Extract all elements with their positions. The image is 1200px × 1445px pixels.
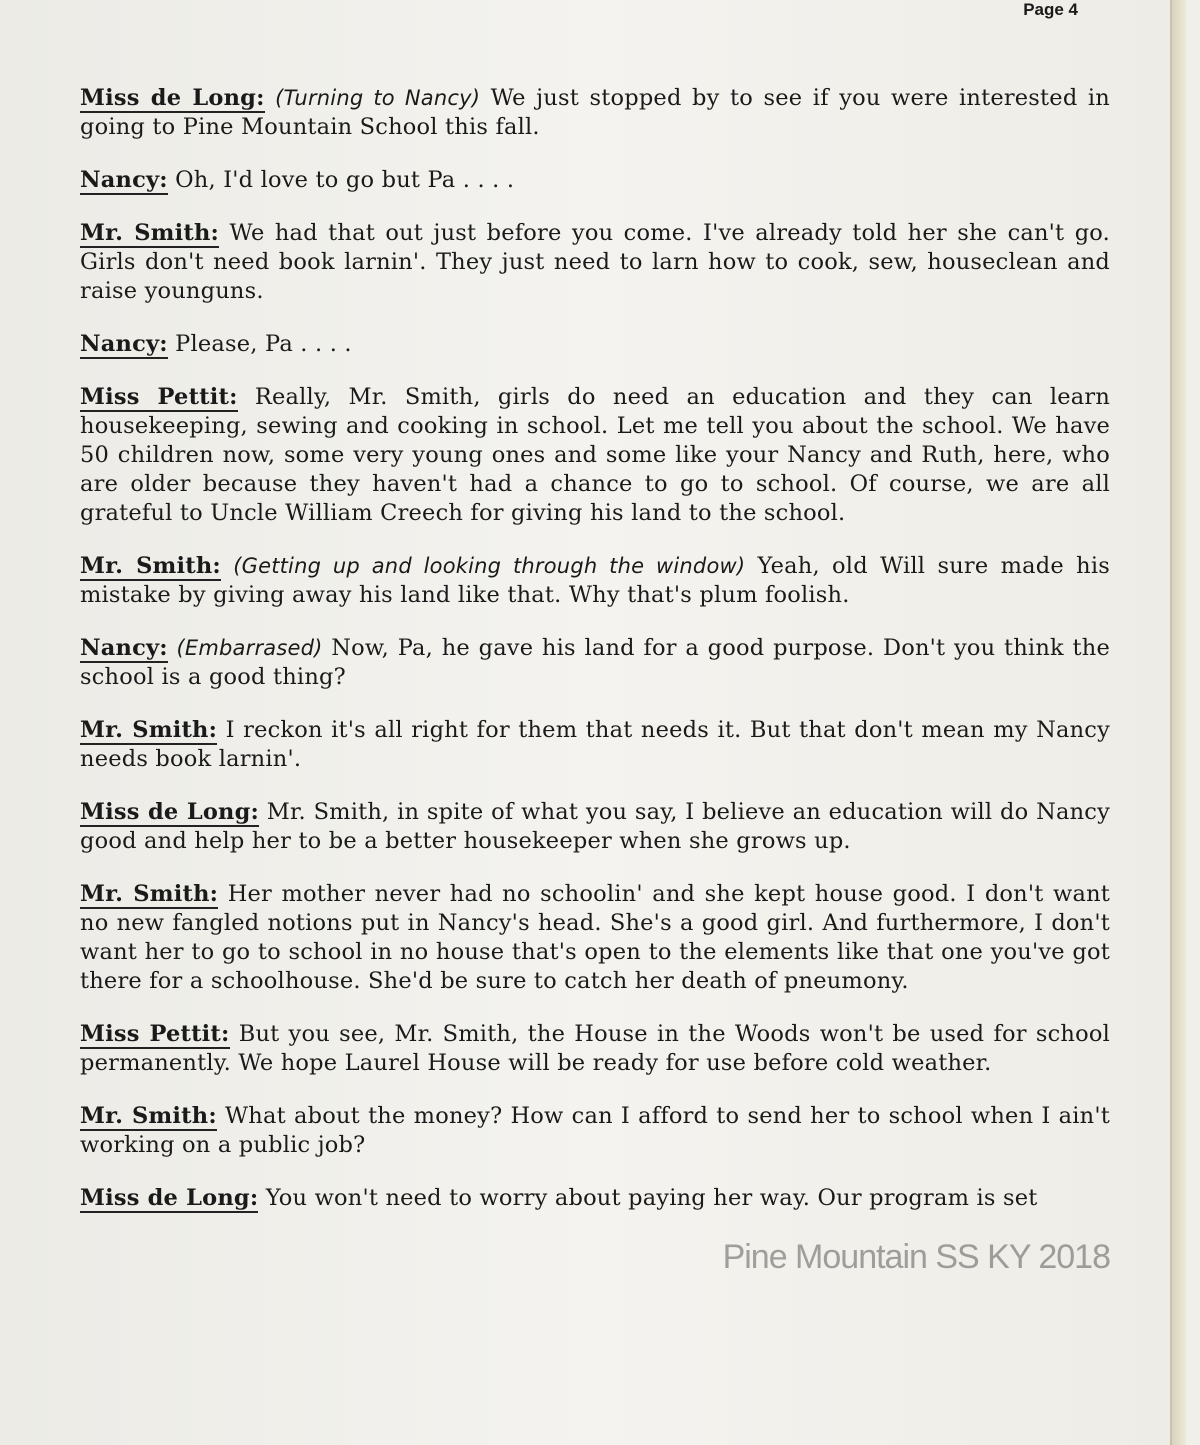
speaker-name: Miss Pettit: [80, 1021, 230, 1047]
speaker-name: Nancy: [80, 331, 168, 357]
stage-direction: (Getting up and looking through the window) [233, 554, 746, 578]
dialogue-line [80, 166, 1110, 195]
speech-text: Now, Pa, he gave his land for a good purpose. Don't you think the school is a good thing? [80, 635, 1110, 690]
speech-text: We had that out just before you come. I've already told her she can't go. Girls don't need book larnin'. They just need to larn how to cook, sew, houseclean and raise younguns. [80, 220, 1110, 304]
page-edge [1170, 0, 1186, 1445]
dialogue-line [80, 552, 1110, 610]
speaker-name: Miss de Long: [80, 85, 265, 111]
speaker-name: Mr. Smith: [80, 220, 220, 246]
speech-text: Mr. Smith, in spite of what you say, I believe an education will do Nancy good and help her to be a better housekeeper when she grows up. [80, 799, 1110, 854]
speaker-name: Miss Pettit: [80, 384, 238, 410]
speaker-name: Nancy: [80, 167, 168, 193]
dialogue-line [80, 716, 1110, 774]
speech-text: Please, Pa . . . . [175, 331, 352, 357]
stage-direction: (Embarrased) [176, 636, 323, 660]
speaker-name: Miss de Long: [80, 1185, 259, 1211]
dialogue-line [80, 1102, 1110, 1160]
speaker-name: Miss de Long: [80, 799, 260, 825]
speaker-name: Nancy: [80, 635, 168, 661]
page-number: Page 4 [1023, 0, 1078, 19]
speaker-name: Mr. Smith: [80, 881, 219, 907]
speech-text: What about the money? How can I afford to send her to school when I ain't working on a public job? [80, 1103, 1110, 1158]
dialogue-line [80, 1184, 1110, 1213]
stage-direction: (Turning to Nancy) [275, 86, 481, 110]
dialogue-line [80, 880, 1110, 996]
dialogue-line [80, 1020, 1110, 1078]
dialogue-line [80, 634, 1110, 692]
speech-text: You won't need to worry about paying her way. Our program is set [265, 1185, 1038, 1211]
speech-text: Her mother never had no schoolin' and she kept house good. I don't want no new fangled notions put in Nancy's head. She's a good girl. And furthermore, I don't want her to go to school in no house that's open to the elements like that one you've got there for a schoolhouse. She'd be sure to catch her death of pneumony. [80, 881, 1110, 994]
speaker-name: Mr. Smith: [80, 717, 218, 743]
dialogue-line [80, 330, 1110, 359]
speech-text: Really, Mr. Smith, girls do need an education and they can learn housekeeping, sewing and cooking in school. Let me tell you about the school. We have 50 children now, some very young ones and some like your Nancy and Ruth, here, who are older because they haven't had a chance to go to school. Of course, we are all grateful to Uncle William Creech for giving his land to the school. [80, 384, 1111, 526]
speech-text: We just stopped by to see if you were interested in going to Pine Mountain School this fall. [80, 85, 1110, 140]
speech-text: I reckon it's all right for them that needs it. But that don't mean my Nancy needs book larnin'. [80, 717, 1110, 772]
dialogue-line [80, 84, 1110, 142]
speech-text: Yeah, old Will sure made his mistake by giving away his land like that. Why that's plum foolish. [80, 553, 1110, 608]
dialogue-line [80, 383, 1110, 528]
dialogue-text [80, 0, 1110, 1285]
speech-text: But you see, Mr. Smith, the House in the Woods won't be used for school permanently. We hope Laurel House will be ready for use before cold weather. [80, 1021, 1110, 1076]
speech-text: Oh, I'd love to go but Pa . . . . [175, 167, 515, 193]
speaker-name: Mr. Smith: [80, 553, 221, 579]
speaker-name: Mr. Smith: [80, 1103, 217, 1129]
dialogue-line [80, 798, 1110, 856]
dialogue-list [80, 84, 1110, 1213]
watermark: Pine Mountain SS KY 2018 [722, 1238, 1110, 1276]
dialogue-line [80, 219, 1110, 306]
